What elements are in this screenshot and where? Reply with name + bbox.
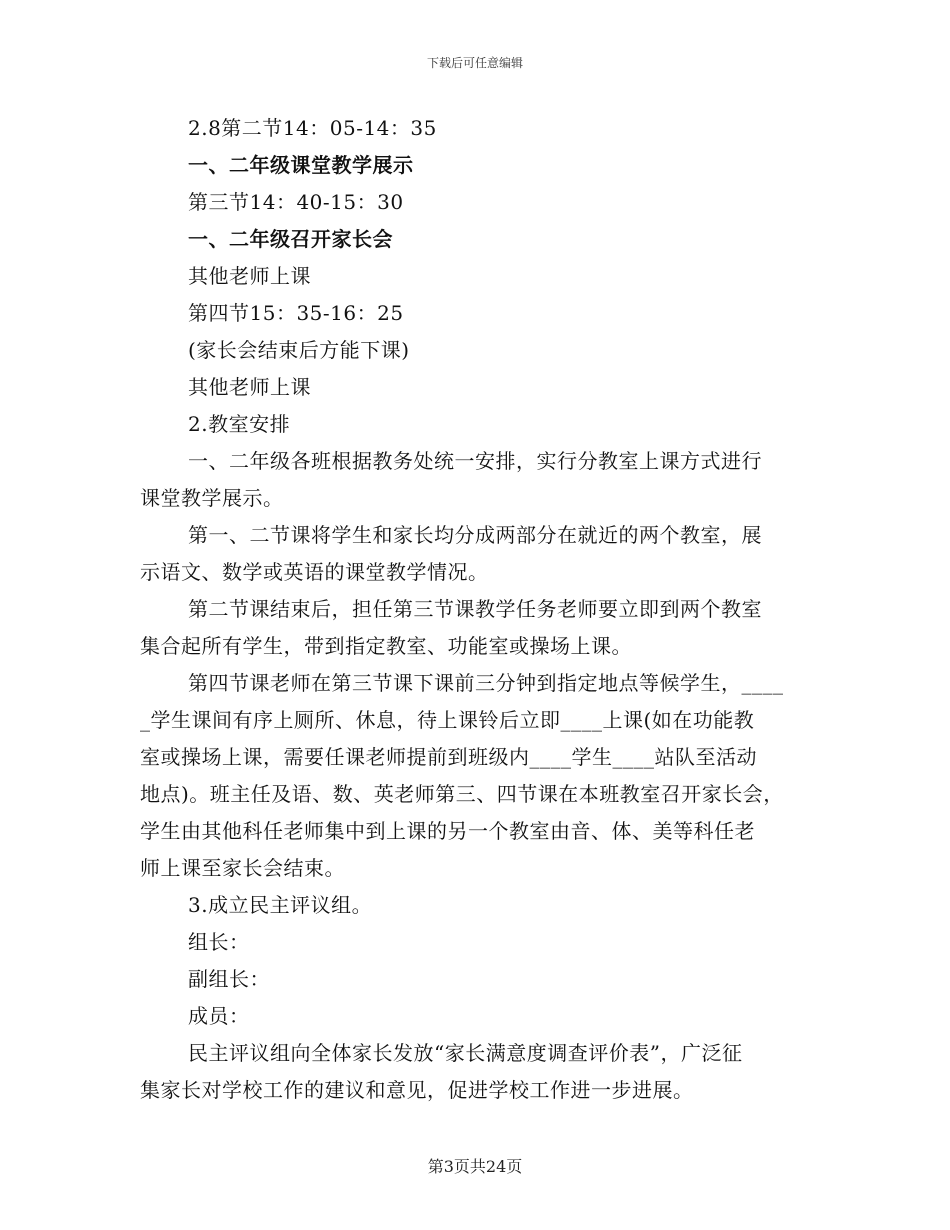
paragraph-line: 第一、二节课将学生和家长均分成两部分在就近的两个教室，展 [188, 523, 762, 547]
section-heading-committee: 3.成立民主评议组。 [188, 893, 373, 917]
paragraph-line: 民主评议组向全体家长发放“家长满意度调查评价表”，广泛征 [188, 1041, 743, 1065]
paragraph-line: 示语文、数学或英语的课堂教学情况。 [140, 560, 489, 584]
paragraph-line: _学生课间有序上厕所、休息，待上课铃后立即____上课(如在功能教 [140, 708, 755, 732]
schedule-period-2: 2.8第二节14：05-14：35 [188, 116, 437, 140]
other-teachers-line: 其他老师上课 [188, 375, 311, 399]
grade-heading-meeting: 一、二年级召开家长会 [188, 227, 393, 251]
paragraph-line: 集合起所有学生，带到指定教室、功能室或操场上课。 [140, 634, 632, 658]
document-body [140, 110, 810, 1109]
schedule-period-3: 第三节14：40-15：30 [188, 190, 404, 214]
other-teachers-line: 其他老师上课 [188, 264, 311, 288]
committee-members: 成员： [188, 1004, 250, 1028]
committee-deputy: 副组长： [188, 967, 270, 991]
paragraph-line: 室或操场上课，需要任课老师提前到班级内____学生____站队至活动 [140, 745, 757, 769]
paragraph-line: 学生由其他科任老师集中到上课的另一个教室由音、体、美等科任老 [140, 819, 755, 843]
page-number: 第3页共24页 [427, 1157, 523, 1176]
paragraph-line: 师上课至家长会结束。 [140, 856, 345, 880]
paragraph-line: 第四节课老师在第三节课下课前三分钟到指定地点等候学生，____ [188, 671, 784, 695]
header-note: 下载后可任意编辑 [426, 56, 523, 70]
section-heading-classroom: 2.教室安排 [188, 412, 291, 436]
paragraph-line: 第二节课结束后，担任第三节课教学任务老师要立即到两个教室 [188, 597, 762, 621]
paragraph-line: 课堂教学展示。 [140, 486, 284, 510]
paragraph-line: 集家长对学校工作的建议和意见，促进学校工作进一步进展。 [140, 1078, 694, 1102]
schedule-period-4: 第四节15：35-16：25 [188, 301, 404, 325]
grade-heading-demo: 一、二年级课堂教学展示 [188, 153, 414, 177]
paragraph-line: 地点)。班主任及语、数、英老师第三、四节课在本班教室召开家长会， [140, 782, 784, 806]
paragraph-line: 一、二年级各班根据教务处统一安排，实行分教室上课方式进行 [188, 449, 762, 473]
committee-leader: 组长： [188, 930, 250, 954]
meeting-note: (家长会结束后方能下课) [188, 338, 410, 362]
